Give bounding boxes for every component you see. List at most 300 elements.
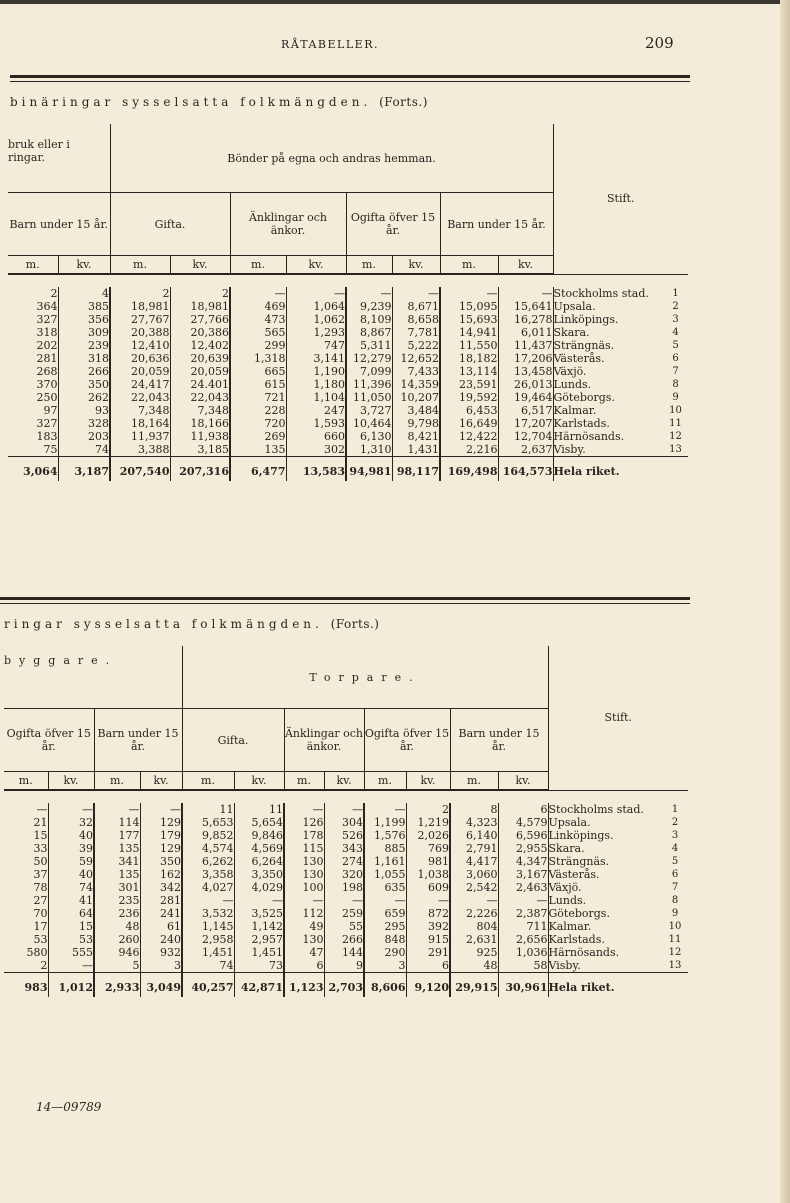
stift-name: Växjö. [548, 881, 662, 894]
table-cell: — [94, 803, 140, 816]
row-index [663, 457, 688, 482]
table-cell: 8 [450, 803, 498, 816]
table-cell: 7,348 [110, 404, 170, 417]
table-cell: 983 [4, 973, 48, 998]
table-cell: 177 [94, 829, 140, 842]
table-cell: 198 [324, 881, 364, 894]
table-cell: 1,293 [286, 326, 346, 339]
table-row [8, 430, 688, 443]
table1-main-group-header: Bönder på egna och andras hemman. [110, 124, 553, 193]
table2-subcol: m. [182, 772, 234, 791]
table-cell: 41 [48, 894, 94, 907]
table-cell: — [48, 803, 94, 816]
table-cell: 769 [406, 842, 450, 855]
table-cell: 12,410 [110, 339, 170, 352]
stift-name: Härnösands. [553, 430, 663, 443]
row-index: 11 [669, 418, 682, 429]
table-cell: 5 [94, 959, 140, 973]
table-cell: 11,937 [110, 430, 170, 443]
table-cell: 327 [36, 417, 58, 430]
table-cell: 635 [364, 881, 406, 894]
table2-subcol: m. [450, 772, 498, 791]
table-cell: 526 [324, 829, 364, 842]
table-row [8, 391, 688, 404]
row-index: 1 [672, 288, 679, 299]
table-cell: 9 [324, 959, 364, 973]
table-cell: 260 [94, 933, 140, 946]
table-cell: 6 [406, 959, 450, 973]
table-row [8, 365, 688, 378]
table-cell: 164,573 [498, 457, 553, 482]
table-cell: 202 [36, 339, 58, 352]
table-cell: — [284, 803, 324, 816]
table-cell: — [406, 894, 450, 907]
table-cell: 12,422 [440, 430, 498, 443]
table-cell: 711 [498, 920, 548, 933]
table-cell: 27,766 [170, 313, 230, 326]
table-cell: 318 [58, 352, 110, 365]
table-cell: 33 [33, 842, 48, 855]
table-cell: 7,433 [392, 365, 440, 378]
table-cell: 291 [406, 946, 450, 959]
table-cell: 615 [230, 378, 286, 391]
table-cell: 98,117 [392, 457, 440, 482]
table-cell: 75 [43, 443, 58, 456]
table1-col-group-3: Änklingar och änkor. [230, 193, 346, 256]
stift-name: Göteborgs. [553, 391, 663, 404]
table2-col-group-2: Barn under 15 år. [94, 709, 182, 772]
table-cell: — [230, 287, 286, 300]
table-cell: 392 [406, 920, 450, 933]
table-cell: 207,540 [110, 457, 170, 482]
table-cell: 1,145 [182, 920, 234, 933]
table-cell: 342 [140, 881, 182, 894]
table-cell: 135 [94, 868, 140, 881]
table-cell: 747 [286, 339, 346, 352]
table1-subcol: m. [230, 256, 286, 275]
table-cell: 12,402 [170, 339, 230, 352]
table-cell: 6,130 [346, 430, 392, 443]
table-cell: 4,323 [450, 816, 498, 829]
table-cell: 3,358 [182, 868, 234, 881]
table-cell: 14,941 [440, 326, 498, 339]
table-cell: 1,180 [286, 378, 346, 391]
table-row [8, 339, 688, 352]
table1-subcol: m. [440, 256, 498, 275]
row-index: 9 [672, 392, 679, 403]
table-cell: 8,606 [364, 973, 406, 998]
table1-subcol: kv. [392, 256, 440, 275]
table-cell: 15,095 [440, 300, 498, 313]
table-cell: 13,583 [286, 457, 346, 482]
table-cell: 18,182 [440, 352, 498, 365]
table2-top-rule [0, 597, 690, 600]
table2-left-group-header: byggare. [4, 646, 182, 709]
table1-top-rule [10, 75, 690, 78]
table-cell: 266 [58, 365, 110, 378]
table-cell: 64 [48, 907, 94, 920]
table-cell: 30,961 [498, 973, 548, 998]
stift-name: Strängnäs. [548, 855, 662, 868]
table-cell: 327 [36, 313, 58, 326]
table-cell: 203 [58, 430, 110, 443]
table-cell: 183 [36, 430, 58, 443]
row-index: 12 [669, 431, 682, 442]
table-cell: 20,388 [110, 326, 170, 339]
table-cell: 11,437 [498, 339, 553, 352]
table-cell: 11 [234, 803, 284, 816]
table-cell: 114 [94, 816, 140, 829]
table-cell: 3,388 [110, 443, 170, 457]
table2-forts: (Forts.) [330, 617, 380, 631]
table-cell: 7,781 [392, 326, 440, 339]
stift-name: Karlstads. [548, 933, 662, 946]
table-cell: 112 [284, 907, 324, 920]
table-cell: 1,593 [286, 417, 346, 430]
stift-name: Visby. [553, 443, 663, 457]
table-cell: 925 [450, 946, 498, 959]
table2-subcol: kv. [48, 772, 94, 791]
table-cell: 720 [230, 417, 286, 430]
table-cell: 17 [33, 920, 48, 933]
table-cell: 4,029 [234, 881, 284, 894]
table2-col-group-1: Ogifta öfver 15 år. [4, 709, 94, 772]
table-cell: 49 [284, 920, 324, 933]
table-cell: 19,592 [440, 391, 498, 404]
table-cell: 3 [364, 959, 406, 973]
table-cell: 1,199 [364, 816, 406, 829]
table-cell: 290 [364, 946, 406, 959]
row-index: 4 [672, 327, 679, 338]
table-cell: 8,867 [346, 326, 392, 339]
table1-body [8, 274, 688, 481]
table-cell: 129 [140, 842, 182, 855]
table2-top-rule-thin [0, 603, 690, 604]
table-cell: 12,279 [346, 352, 392, 365]
table-cell: 262 [58, 391, 110, 404]
table-cell: 274 [324, 855, 364, 868]
table-cell: 169,498 [440, 457, 498, 482]
table-cell: 2,637 [498, 443, 553, 457]
table-row [4, 946, 688, 959]
row-index: 3 [672, 314, 679, 325]
table-cell: 872 [406, 907, 450, 920]
table-cell: 2 [406, 803, 450, 816]
table-cell: 20,636 [110, 352, 170, 365]
table2-col-group-5: Ogifta öfver 15 år. [364, 709, 450, 772]
table-cell: 15,693 [440, 313, 498, 326]
table-cell: — [392, 287, 440, 300]
table-cell: 885 [364, 842, 406, 855]
table-cell: 9,239 [346, 300, 392, 313]
table-cell: — [440, 287, 498, 300]
table-row [8, 443, 688, 457]
table-cell: 259 [324, 907, 364, 920]
table-cell: 135 [230, 443, 286, 457]
table2-stift-header: Stift. [548, 646, 688, 790]
table-cell: 130 [284, 868, 324, 881]
table-cell: 2,631 [450, 933, 498, 946]
table-cell: 6,262 [182, 855, 234, 868]
table-cell: 100 [284, 881, 324, 894]
table-row [4, 803, 688, 816]
table1-stift-header: Stift. [553, 124, 688, 274]
table-cell: 9,798 [392, 417, 440, 430]
table-cell: 2,791 [450, 842, 498, 855]
table-cell: 1,219 [406, 816, 450, 829]
table-cell: 3,727 [346, 404, 392, 417]
table-cell: 17,206 [498, 352, 553, 365]
row-index: 5 [671, 856, 679, 867]
table-cell: 9,846 [234, 829, 284, 842]
table-cell: — [364, 803, 406, 816]
table1 [8, 124, 688, 481]
table-cell: 23,591 [440, 378, 498, 391]
table-cell: 2,955 [498, 842, 548, 855]
table-row [4, 868, 688, 881]
footer-print-code: 14—09789 [36, 1100, 102, 1114]
table-cell: 301 [94, 881, 140, 894]
table-cell: 130 [284, 933, 324, 946]
spacer-row [8, 274, 688, 287]
table-cell: 126 [284, 816, 324, 829]
row-index: 6 [672, 353, 679, 364]
table2 [4, 646, 688, 997]
table-cell: 3,185 [170, 443, 230, 457]
table-cell: 20,059 [170, 365, 230, 378]
table-cell: 2,463 [498, 881, 548, 894]
table-cell: 61 [140, 920, 182, 933]
table-cell: 207,316 [170, 457, 230, 482]
table-cell: 129 [140, 816, 182, 829]
table-cell: 4,347 [498, 855, 548, 868]
table-cell: 70 [33, 907, 48, 920]
table-cell: 11,396 [346, 378, 392, 391]
table-cell: 22,043 [170, 391, 230, 404]
row-index: 7 [672, 366, 679, 377]
table-cell: 385 [58, 300, 110, 313]
table-cell: 74 [58, 443, 110, 457]
table-cell: 40 [48, 868, 94, 881]
table-cell: 2 [110, 287, 170, 300]
table2-subcol: m. [94, 772, 140, 791]
table2-col-group-4: Änklingar och änkor. [284, 709, 364, 772]
table-cell: 15 [33, 829, 48, 842]
table-row [4, 816, 688, 829]
table-cell: 250 [36, 391, 58, 404]
table-cell: 19,464 [498, 391, 553, 404]
table-cell: 15 [48, 920, 94, 933]
table-cell: 304 [324, 816, 364, 829]
table-cell: 268 [36, 365, 58, 378]
table-cell: 295 [364, 920, 406, 933]
table2-subcol: kv. [498, 772, 548, 791]
table-cell: 2 [40, 959, 48, 972]
row-index: 3 [671, 830, 679, 841]
table-cell: 565 [230, 326, 286, 339]
table-cell: 11 [182, 803, 234, 816]
table-cell: 53 [48, 933, 94, 946]
table-cell: 235 [94, 894, 140, 907]
table-row [8, 287, 688, 300]
table-cell: 2,957 [234, 933, 284, 946]
table-cell: — [140, 803, 182, 816]
table-cell: 13,458 [498, 365, 553, 378]
table-cell: 469 [230, 300, 286, 313]
row-index: 2 [671, 817, 679, 828]
table-cell: 74 [182, 959, 234, 973]
table1-top-rule-thin [10, 81, 690, 82]
table-cell: 848 [364, 933, 406, 946]
table-cell: 39 [48, 842, 94, 855]
table-cell: 281 [140, 894, 182, 907]
row-index: 10 [669, 405, 682, 416]
table-cell: 328 [58, 417, 110, 430]
row-index: 2 [672, 301, 679, 312]
table-cell: 6,264 [234, 855, 284, 868]
table-cell: 20,639 [170, 352, 230, 365]
page-number: 209 [645, 34, 674, 52]
stift-name: Hela riket. [548, 973, 662, 998]
table-cell: 281 [36, 352, 58, 365]
table1-forts: (Forts.) [379, 95, 428, 109]
table-cell: 37 [33, 868, 48, 881]
table-cell: 6 [284, 959, 324, 973]
table-cell: 135 [94, 842, 140, 855]
row-index: 11 [668, 934, 682, 945]
table2-main-group-header: Torpare. [182, 646, 548, 709]
table-row [4, 933, 688, 946]
table2-subcol: m. [284, 772, 324, 791]
table-cell: 8,109 [346, 313, 392, 326]
table-row [8, 417, 688, 430]
running-header: RÅTABELLER. [281, 38, 379, 51]
table-cell: 58 [498, 959, 548, 973]
table-cell: 6,140 [450, 829, 498, 842]
table-cell: 73 [234, 959, 284, 973]
table-cell: 1,576 [364, 829, 406, 842]
table-cell: 2,542 [450, 881, 498, 894]
table-cell: 2,226 [450, 907, 498, 920]
table-cell: 3,049 [140, 973, 182, 998]
table-cell: 6,517 [498, 404, 553, 417]
table-cell: 981 [406, 855, 450, 868]
table-cell: 42,871 [234, 973, 284, 998]
table-cell: 4,579 [498, 816, 548, 829]
table-cell: 2,387 [498, 907, 548, 920]
table-cell: 665 [230, 365, 286, 378]
stift-name: Kalmar. [548, 920, 662, 933]
table2-title-text: ringar sysselsatta folkmängden. [4, 617, 323, 631]
table-cell: 55 [324, 920, 364, 933]
row-index: 8 [671, 895, 679, 906]
table-cell: 1,451 [182, 946, 234, 959]
table-cell: 6,453 [440, 404, 498, 417]
table-cell: 3,532 [182, 907, 234, 920]
table-cell: 14,359 [392, 378, 440, 391]
table-cell: 228 [230, 404, 286, 417]
stift-name: Göteborgs. [548, 907, 662, 920]
table-cell: 16,278 [498, 313, 553, 326]
table-cell: 59 [48, 855, 94, 868]
table-cell: 7,348 [170, 404, 230, 417]
spacer-cell [8, 274, 688, 287]
table1-col-group-2: Gifta. [110, 193, 230, 256]
table-cell: 3,060 [450, 868, 498, 881]
table-cell: 27,767 [110, 313, 170, 326]
table2-subcol: m. [4, 772, 48, 791]
table-cell: 2,656 [498, 933, 548, 946]
table-cell: — [324, 803, 364, 816]
table-cell: 364 [36, 300, 58, 313]
table-cell: 5,222 [392, 339, 440, 352]
table-cell: — [182, 894, 234, 907]
row-index: 13 [669, 444, 682, 455]
table-cell: 5,653 [182, 816, 234, 829]
table-cell: 144 [324, 946, 364, 959]
page-right-edge [780, 0, 790, 1203]
table-row [4, 959, 688, 973]
table2-section-title [4, 617, 379, 631]
stift-name: Skara. [548, 842, 662, 855]
table-cell: 350 [140, 855, 182, 868]
table-cell: 240 [140, 933, 182, 946]
table-cell: 7,099 [346, 365, 392, 378]
stift-name: Upsala. [553, 300, 663, 313]
table-cell: 2,703 [324, 973, 364, 998]
table-cell: 1,036 [498, 946, 548, 959]
table-cell: 1,431 [392, 443, 440, 457]
table-cell: 660 [286, 430, 346, 443]
spacer-row [4, 790, 688, 803]
table-cell: 11,050 [346, 391, 392, 404]
table1-left-group-header: bruk eller i ringar. [8, 124, 110, 193]
table2-subcol: kv. [234, 772, 284, 791]
table-cell: 239 [58, 339, 110, 352]
table-cell: 6,596 [498, 829, 548, 842]
table-cell: 1,142 [234, 920, 284, 933]
table-cell: 266 [324, 933, 364, 946]
table-cell: 6,477 [230, 457, 286, 482]
table-cell: 94,981 [346, 457, 392, 482]
table-cell: 915 [406, 933, 450, 946]
table-cell: 318 [36, 326, 58, 339]
table-cell: 4 [58, 287, 110, 300]
table-cell: 302 [286, 443, 346, 457]
stift-name: Västerås. [553, 352, 663, 365]
table-cell: 15,641 [498, 300, 553, 313]
table-cell: 320 [324, 868, 364, 881]
table-cell: 18,166 [170, 417, 230, 430]
table-cell: 78 [33, 881, 48, 894]
table1-title-text: binäringar sysselsatta folkmängden. [10, 95, 372, 109]
table-row [4, 907, 688, 920]
table-cell: 3,525 [234, 907, 284, 920]
table-cell: 370 [36, 378, 58, 391]
table-cell: 53 [33, 933, 48, 946]
table-cell: 48 [94, 920, 140, 933]
row-index: 8 [672, 379, 679, 390]
table-cell: 18,164 [110, 417, 170, 430]
table-cell: 20,386 [170, 326, 230, 339]
table-cell: — [48, 959, 94, 973]
table1-col-group-1: Barn under 15 år. [8, 193, 110, 256]
stift-name: Linköpings. [548, 829, 662, 842]
table-cell: — [450, 894, 498, 907]
table-cell: 309 [58, 326, 110, 339]
row-index: 9 [671, 908, 679, 919]
table-cell: 10,464 [346, 417, 392, 430]
